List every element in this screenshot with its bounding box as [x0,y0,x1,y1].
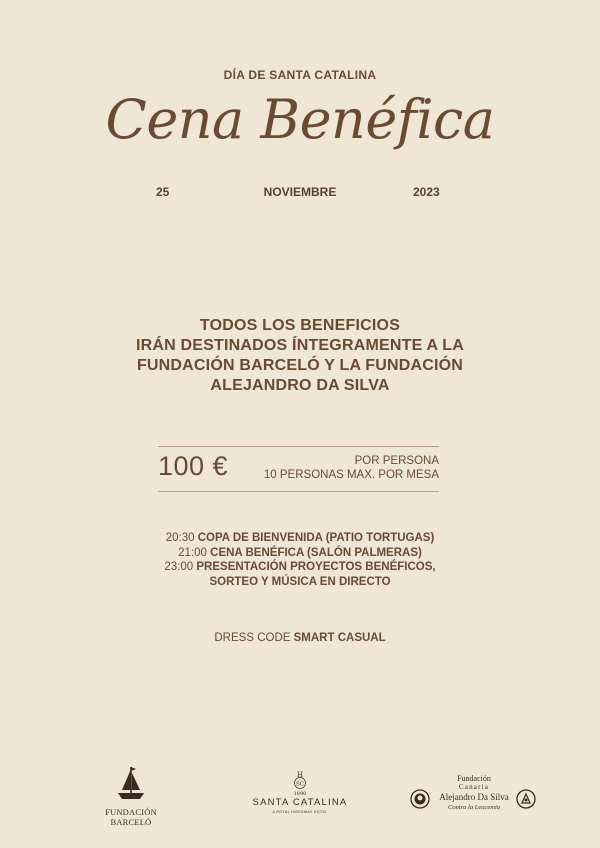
monogram-letter: H [296,771,304,779]
santa-catalina-logo [245,770,355,820]
price-divider-top [158,446,439,447]
benefits-line: ALEJANDRO DA SILVA [210,377,390,394]
dress-code [0,632,600,644]
monogram-icon [286,770,314,796]
price-divider-bottom [158,491,439,492]
santa-catalina-name: SANTA CATALINA [252,797,348,808]
benefits-line: IRÁN DESTINADOS ÍNTEGRAMENTE A LA [135,337,465,354]
benefits-line: TODOS LOS BENEFICIOS [199,317,401,334]
schedule-item [100,546,500,561]
event-kicker: DÍA DE SANTA CATALINA [223,68,377,82]
barcelo-name: FUNDACIÓN BARCELÓ [105,807,157,827]
sailboat-icon [111,764,151,804]
schedule-time: 23:00 [164,561,194,573]
price-notes [240,454,439,482]
schedule-time: 21:00 [178,546,207,559]
schedule-item [100,560,500,575]
price-amount: 100 € [158,451,229,481]
monogram-sc: SC [296,781,304,788]
schedule-item [100,531,500,546]
schedule-item-continued [100,575,500,590]
schedule-event: SORTEO Y MÚSICA EN DIRECTO [209,575,391,588]
fundacion-da-silva-logo [408,772,538,822]
schedule-event: COPA DE BIENVENIDA (PATIO TORTUGAS) [197,532,435,544]
benefits-line: FUNDACIÓN BARCELÓ Y LA FUNDACIÓN [136,357,464,374]
schedule-event: CENA BENÉFICA (SALÓN PALMERAS) [210,546,422,559]
schedule [100,531,500,589]
date-year: 2023 [413,185,440,199]
da-silva-line1: Fundación [457,774,491,783]
seal-icon-right [516,789,536,809]
event-title: Cena Benéfica [105,88,495,151]
da-silva-line2: Canaria [458,783,490,791]
seal-icon [410,789,430,809]
schedule-event: PRESENTACIÓN PROYECTOS BENÉFICOS, [196,561,436,573]
da-silva-line4: Contra la Leucemia [448,804,500,811]
monogram-year: 1890 [293,791,307,796]
schedule-time: 20:30 [165,532,195,544]
dress-code-value: SMART CASUAL [293,632,386,644]
benefits-statement [80,316,520,396]
price-per-person: POR PERSONA [354,455,439,467]
da-silva-line3: Alejandro Da Silva [439,792,509,802]
date-month: NOVIEMBRE [263,185,337,199]
price-per-table: 10 PERSONAS MAX. POR MESA [263,469,439,481]
dress-code-label: DRESS CODE [214,632,291,644]
fundacion-barcelo-logo [86,764,176,827]
date-day: 25 [156,185,170,199]
santa-catalina-sub: A ROYAL HIDEAWAY HOTEL [272,810,328,814]
